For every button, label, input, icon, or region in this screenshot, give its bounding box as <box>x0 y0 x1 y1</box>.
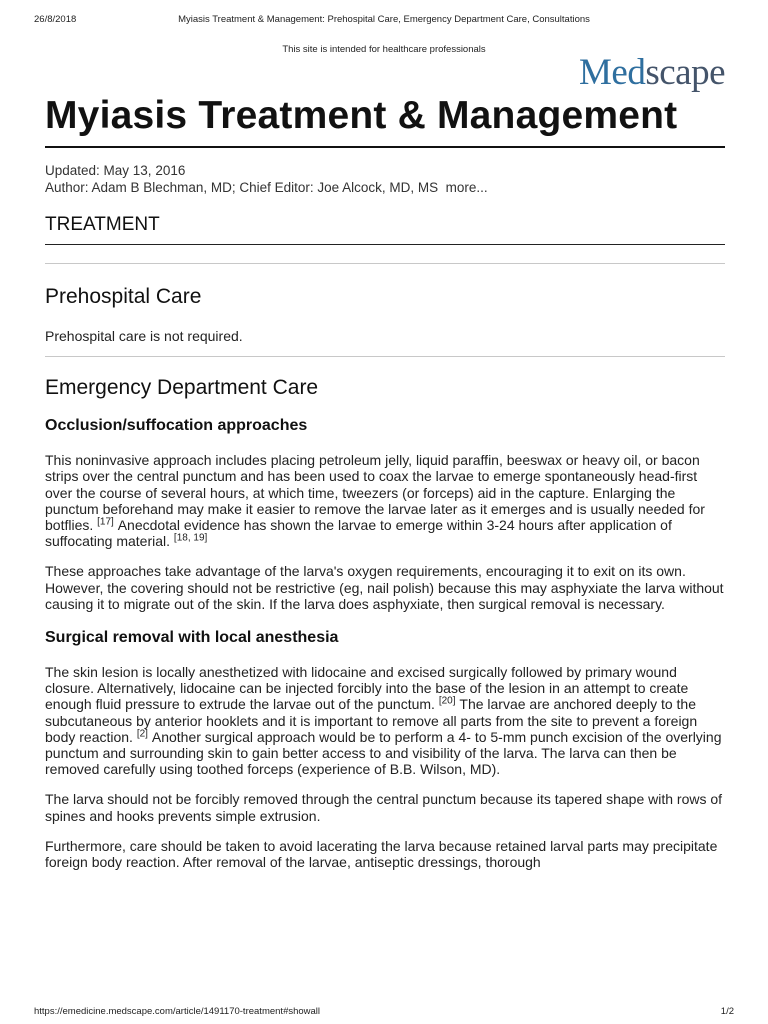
medscape-logo[interactable]: Medscape <box>579 52 725 93</box>
healthcare-notice: This site is intended for healthcare professionals <box>282 44 486 55</box>
print-url: https://emedicine.medscape.com/article/1491170-treatment#showall <box>34 1006 321 1017</box>
print-date: 26/8/2018 <box>34 14 77 25</box>
section-divider <box>45 244 725 245</box>
reference-link[interactable]: [20] <box>438 695 456 707</box>
divider-prehospital <box>45 263 725 264</box>
updated-date: Updated: May 13, 2016 <box>45 163 186 178</box>
more-link[interactable]: more... <box>445 180 488 195</box>
surgical-paragraph-3: Furthermore, care should be taken to avoid lacerating the larva because retained larval parts may precipitate foreign body reaction. After removal of the larvae, antiseptic dressings, thorough <box>45 837 718 871</box>
reference-link[interactable]: [18, 19] <box>173 532 208 544</box>
divider-ed-care <box>45 356 725 357</box>
article-title: Myiasis Treatment & Management <box>45 94 678 137</box>
author-text: Author: Adam B Blechman, MD; Chief Editor: Joe Alcock, MD, MS <box>45 180 439 195</box>
article-meta <box>45 162 725 196</box>
surgical-paragraph-2: The larva should not be forcibly removed through the central punctum because its tapered shape with rows of spines and hooks prevents simple extrusion. <box>45 791 723 824</box>
article-content <box>45 94 725 870</box>
surgical-paragraph-1: The skin lesion is locally anesthetized with lidocaine and excised surgically followed by primary wound closure. Alternatively, lidocaine can be injected forcibly into the base of the lesion in an attempt to create enough fluid pressure to extrude the larvae out of the punctum. [20] The larvae are anchored deeply to the subcutaneous by anterior hooklets and it is important to remove all parts from the site to prevent a foreign body reaction. [2] Another surgical approach would be to perform a 4- to 5-mm punch excision of the overlying punctum and surrounding skin to gain better access to and visibility of the larva. The larva can then be removed carefully using toothed forceps (experience of B.B. Wilson, MD). <box>45 664 722 778</box>
reference-link[interactable]: [2] <box>136 728 148 740</box>
occlusion-paragraph-1: This noninvasive approach includes placing petroleum jelly, liquid paraffin, beeswax or heavy oil, or bacon strips over the central punctum and has been used to coax the larvae to emerge spontaneously head-first over the course of several hours, at which time, tweezers (or forceps) aid in the capture. Enlarging the punctum beforehand may make it easier to remove the larvae later as it emerges and is usually needed for botflies. [17] Anecdotal evidence has shown the larvae to emerge within 3-24 hours after application of suffocating material. [18, 19] <box>45 452 705 550</box>
occlusion-paragraph-2: These approaches take advantage of the larva's oxygen requirements, encouraging it to exit on its own. However, the covering should not be restrictive (eg, nail polish) because this may asphyxiate the larva without causing it to migrate out of the skin. If the larva does asphyxiate, then surgical removal is necessary. <box>45 563 724 612</box>
ed-care-heading: Emergency Department Care <box>45 376 319 400</box>
page-number: 1/2 <box>720 1006 734 1017</box>
occlusion-heading: Occlusion/suffocation approaches <box>45 417 308 435</box>
surgical-heading: Surgical removal with local anesthesia <box>45 629 339 647</box>
print-header <box>34 14 734 28</box>
reference-link[interactable]: [17] <box>97 516 114 528</box>
section-heading: TREATMENT <box>45 214 160 235</box>
print-page-title: Myiasis Treatment & Management: Prehospital Care, Emergency Department Care, Consultations <box>178 14 590 25</box>
title-divider <box>45 146 725 148</box>
prehospital-heading: Prehospital Care <box>45 285 202 308</box>
author-line <box>45 179 725 196</box>
prehospital-text: Prehospital care is not required. <box>45 328 243 344</box>
